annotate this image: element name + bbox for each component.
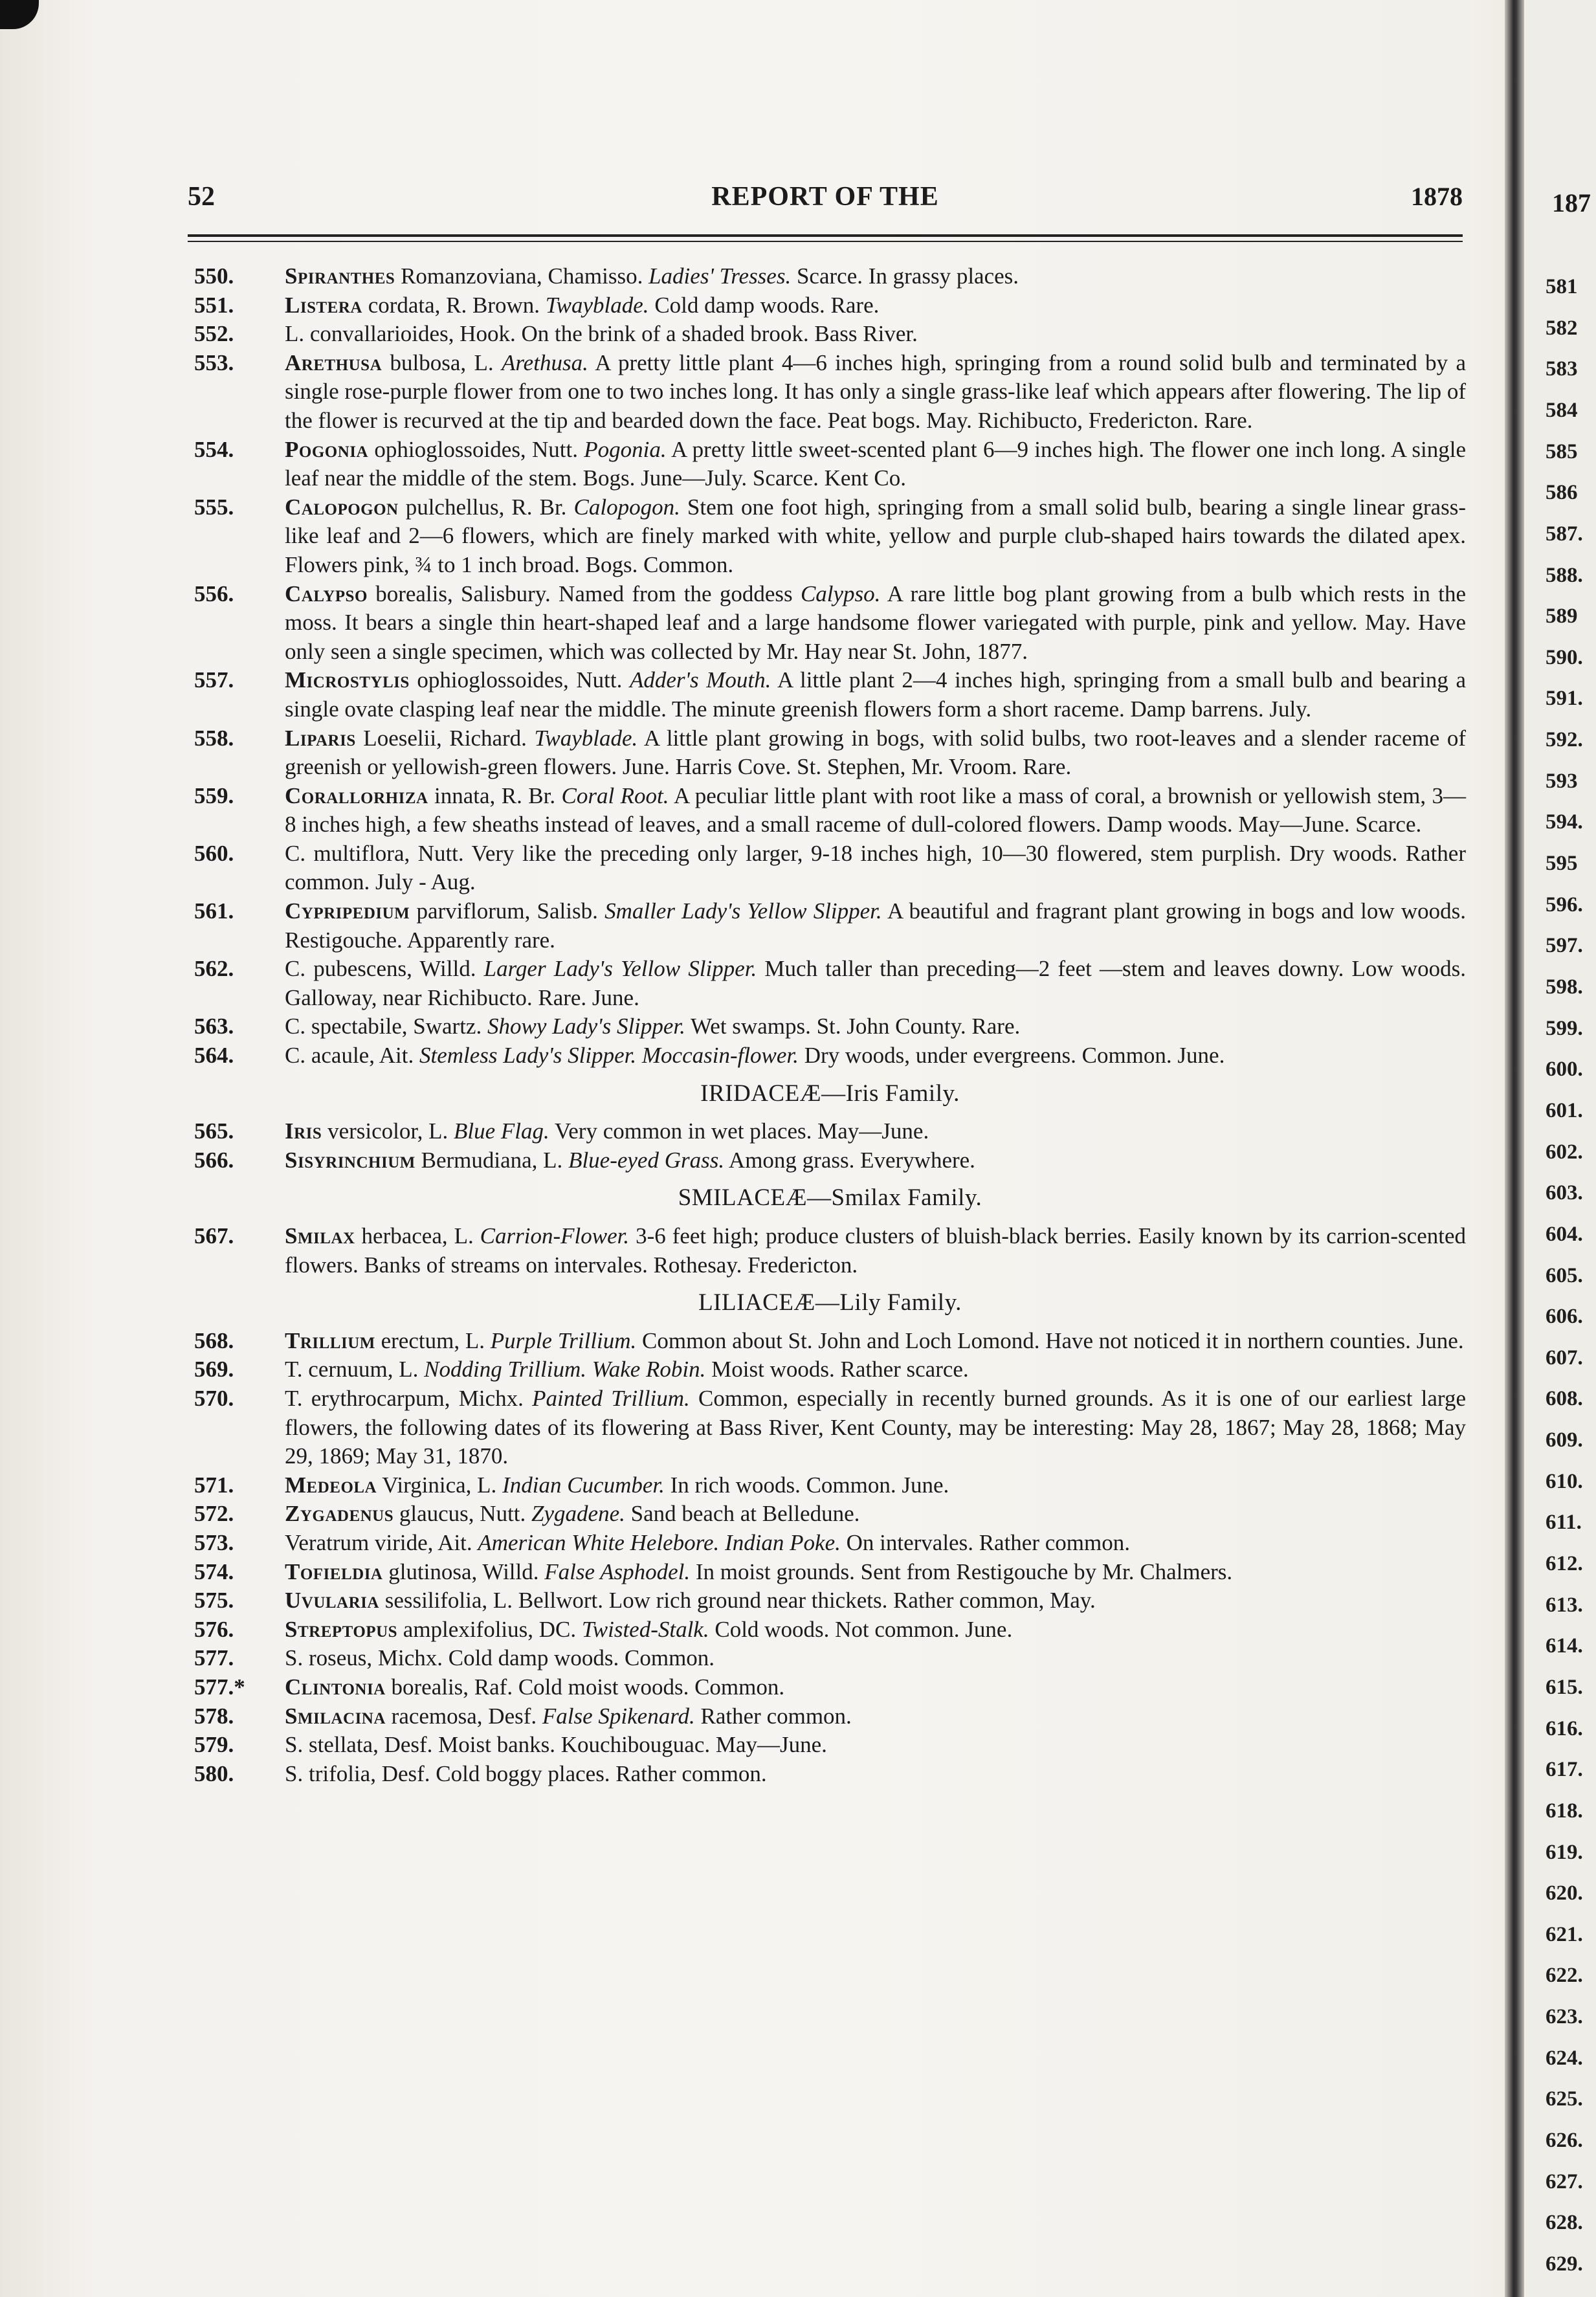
species-entry xyxy=(194,262,1466,291)
habitat-notes: A peculiar little plant with root like a mass of coral, a brownish or yellowish stem, 3—8 inches high, a few sheaths instead of leaves, and a small raceme of dull-colored flowers. Damp woods. May—June. Scarce. xyxy=(285,782,1466,838)
species-description: amplexifolius, DC. xyxy=(397,1616,582,1642)
margin-number: 597. xyxy=(1546,934,1583,958)
entry-number: 567. xyxy=(194,1223,234,1248)
species-description: glaucus, Nutt. xyxy=(393,1501,532,1527)
smilax-entries xyxy=(194,1222,1466,1280)
entry-text xyxy=(285,898,1466,953)
entry-number: 563. xyxy=(194,1014,234,1039)
habitat-notes: A pretty little sweet-scented plant 6—9 inches high. The flower one inch long. A single leaf near the middle of the stem. Bogs. June—July. Scarce. Kent Co. xyxy=(285,436,1466,491)
margin-number: 604. xyxy=(1546,1222,1583,1246)
genus-name: Trillium xyxy=(285,1327,375,1353)
genus-name: Calypso xyxy=(285,581,368,606)
entry-text xyxy=(285,437,1466,491)
entry-number: 566. xyxy=(194,1147,234,1173)
margin-number: 600. xyxy=(1546,1058,1583,1082)
entry-number: 570. xyxy=(194,1385,234,1411)
habitat-notes: In rich woods. Common. June. xyxy=(664,1472,949,1498)
habitat-notes: Rather common. xyxy=(694,1703,852,1729)
common-name: Blue Flag. xyxy=(454,1118,549,1144)
common-name: Blue-eyed Grass. xyxy=(568,1147,725,1173)
species-entry xyxy=(194,955,1466,1012)
entry-text xyxy=(285,263,1019,289)
entry-text xyxy=(285,1674,784,1700)
margin-number: 586 xyxy=(1546,481,1578,505)
species-entry xyxy=(194,1558,1466,1587)
species-description: C. acaule, Ait. xyxy=(285,1043,420,1069)
margin-number: 603. xyxy=(1546,1181,1583,1205)
genus-name: Pogonia xyxy=(285,436,369,462)
entry-text xyxy=(285,581,1466,664)
species-entry xyxy=(194,1731,1466,1760)
entry-text xyxy=(285,1703,852,1729)
entry-number: 562. xyxy=(194,956,234,982)
species-description: S. stellata, Desf. Moist banks. Kouchibouguac. May—June. xyxy=(285,1732,827,1758)
habitat-notes: Moist woods. Rather scarce. xyxy=(705,1357,969,1382)
species-entry xyxy=(194,349,1466,436)
header-year: 1878 xyxy=(1411,182,1463,211)
species-description: borealis, Salisbury. Named from the goddess xyxy=(367,581,801,606)
entry-text xyxy=(285,1223,1466,1278)
species-description: glutinosa, Willd. xyxy=(382,1559,545,1584)
species-description: racemosa, Desf. xyxy=(385,1703,542,1729)
entry-text xyxy=(285,783,1466,838)
next-page-number: 187 xyxy=(1552,188,1591,217)
species-entry xyxy=(194,291,1466,320)
species-entry xyxy=(194,493,1466,580)
species-description: C. spectabile, Swartz. xyxy=(285,1014,487,1039)
common-name: Calypso. xyxy=(800,581,881,606)
habitat-notes: Among grass. Everywhere. xyxy=(724,1147,975,1173)
habitat-notes: A little plant 2—4 inches high, springing from a small bulb and bearing a single ovate clasping leaf near the middle. The minute greenish flowers form a short raceme. Damp barrens. July. xyxy=(285,667,1466,722)
margin-number: 588. xyxy=(1546,563,1583,587)
genus-name: Zygadenus xyxy=(285,1501,394,1527)
species-entry xyxy=(194,782,1466,839)
species-description: C. pubescens, Willd. xyxy=(285,956,484,982)
genus-name: Smilax xyxy=(285,1223,355,1248)
habitat-notes: A rare little bog plant growing from a bulb which rests in the moss. It bears a single thin heart-shaped leaf and a large handsome flower variegated with purple, pink and yellow. May. Have only seen a single specimen, which was collected by Mr. Hay near St. John, 1877. xyxy=(285,581,1466,664)
genus-name: Uvularia xyxy=(285,1588,379,1614)
margin-number: 601. xyxy=(1546,1098,1583,1122)
entry-text xyxy=(285,293,879,318)
species-entry xyxy=(194,1222,1466,1280)
species-entry xyxy=(194,1529,1466,1558)
margin-number: 612. xyxy=(1546,1552,1583,1576)
species-entry xyxy=(194,724,1466,782)
entry-text xyxy=(285,1617,1012,1642)
margin-number: 628. xyxy=(1546,2211,1583,2235)
genus-name: Liparis xyxy=(285,725,356,751)
species-entry xyxy=(194,1146,1466,1175)
species-entry xyxy=(194,1702,1466,1731)
margin-number: 583 xyxy=(1546,357,1578,381)
margin-number: 590. xyxy=(1546,645,1583,669)
entry-number: 576. xyxy=(194,1616,234,1642)
species-description: Bermudiana, L. xyxy=(415,1147,569,1173)
species-description: innata, R. Br. xyxy=(428,782,562,808)
entry-number: 558. xyxy=(194,725,234,751)
species-list xyxy=(194,262,1466,1788)
species-entry xyxy=(194,1673,1466,1702)
species-description: ophioglossoides, Nutt. xyxy=(409,667,630,693)
margin-number: 589 xyxy=(1546,605,1578,628)
margin-number: 616. xyxy=(1546,1716,1583,1740)
entry-number: 551. xyxy=(194,292,234,318)
entry-number: 568. xyxy=(194,1327,234,1353)
margin-number: 606. xyxy=(1546,1305,1583,1329)
genus-name: Medeola xyxy=(285,1472,377,1498)
species-entry xyxy=(194,1012,1466,1041)
common-name: Arethusa. xyxy=(501,350,588,375)
genus-name: Arethusa xyxy=(285,350,382,375)
entry-number: 559. xyxy=(194,782,234,808)
margin-number: 617. xyxy=(1546,1758,1583,1782)
species-entry xyxy=(194,839,1466,897)
species-description: borealis, Raf. Cold moist woods. Common. xyxy=(385,1674,785,1700)
common-name: Purple Trillium. xyxy=(490,1327,637,1353)
genus-name: Tofieldia xyxy=(285,1559,383,1584)
habitat-notes: Sand beach at Belledune. xyxy=(625,1501,860,1527)
common-name: Zygadene. xyxy=(531,1501,625,1527)
margin-number: 613. xyxy=(1546,1593,1583,1617)
margin-number: 607. xyxy=(1546,1346,1583,1370)
species-description: C. multiflora, Nutt. Very like the preceding only larger, 9-18 inches high, 10—30 flowered, stem purplish. Dry woods. Rather common. July - Aug. xyxy=(285,840,1466,895)
family-heading-lily: LILIACEÆ—Lily Family. xyxy=(698,1289,962,1316)
margin-number: 621. xyxy=(1546,1922,1583,1946)
species-description: T. erythrocarpum, Michx. xyxy=(285,1385,533,1411)
margin-number: 615. xyxy=(1546,1675,1583,1699)
genus-name: Streptopus xyxy=(285,1616,398,1642)
page-header xyxy=(188,181,1463,220)
entry-number: 572. xyxy=(194,1501,234,1527)
margin-number: 626. xyxy=(1546,2129,1583,2153)
species-description: herbacea, L. xyxy=(355,1223,480,1248)
habitat-notes: Wet swamps. St. John County. Rare. xyxy=(685,1014,1021,1039)
entry-number: 564. xyxy=(194,1043,234,1069)
species-entry xyxy=(194,1586,1466,1615)
entry-text xyxy=(285,1761,767,1786)
margin-number: 584 xyxy=(1546,398,1578,422)
genus-name: Smilacina xyxy=(285,1703,386,1729)
common-name: Ladies' Tresses. xyxy=(648,263,792,289)
common-name: Coral Root. xyxy=(561,782,669,808)
common-name: Twayblade. xyxy=(534,725,638,751)
entry-number: 554. xyxy=(194,436,234,462)
entry-text xyxy=(285,956,1466,1010)
margin-number: 608. xyxy=(1546,1387,1583,1411)
common-name: Showy Lady's Slipper. xyxy=(487,1014,685,1039)
entry-number: 579. xyxy=(194,1732,234,1758)
margin-number: 587. xyxy=(1546,522,1583,546)
common-name: Nodding Trillium. Wake Robin. xyxy=(424,1357,706,1382)
entry-text xyxy=(285,494,1466,577)
species-entry xyxy=(194,1041,1466,1071)
common-name: Pogonia. xyxy=(584,436,667,462)
common-name: Twisted-Stalk. xyxy=(581,1616,709,1642)
species-description: versicolor, L. xyxy=(322,1118,454,1144)
species-description: S. trifolia, Desf. Cold boggy places. Rather common. xyxy=(285,1760,767,1786)
common-name: American White Helebore. Indian Poke. xyxy=(478,1529,841,1555)
entry-text xyxy=(285,726,1466,780)
margin-number: 592. xyxy=(1546,728,1583,752)
common-name: Painted Trillium. xyxy=(532,1385,690,1411)
header-rule-thick xyxy=(188,234,1463,237)
species-description: pulchellus, R. Br. xyxy=(398,494,574,520)
entry-number: 575. xyxy=(194,1588,234,1614)
entry-text xyxy=(285,1501,859,1526)
margin-number: 585 xyxy=(1546,439,1578,463)
species-entry xyxy=(194,320,1466,349)
species-entry xyxy=(194,897,1466,955)
entry-number: 557. xyxy=(194,667,234,693)
entry-number: 569. xyxy=(194,1357,234,1382)
entry-number: 573. xyxy=(194,1529,234,1555)
species-description: parviflorum, Salisb. xyxy=(410,898,605,924)
genus-name: Calopogon xyxy=(285,494,399,520)
species-entry xyxy=(194,1500,1466,1529)
margin-number: 611. xyxy=(1546,1511,1582,1535)
species-description: ophioglossoides, Nutt. xyxy=(368,436,584,462)
species-description: Romanzoviana, Chamisso. xyxy=(395,263,649,289)
habitat-notes: A beautiful and fragrant plant growing in bogs and low woods. Restigouche. Apparently rare. xyxy=(285,898,1466,953)
entry-text xyxy=(285,1328,1464,1353)
species-entry xyxy=(194,1760,1466,1789)
margin-number: 629. xyxy=(1546,2252,1583,2276)
entry-number: 578. xyxy=(194,1703,234,1729)
habitat-notes: Common, especially in recently burned grounds. As it is one of our earliest large flowers, the following dates of its flowering at Bass River, Kent County, may be interesting: May 28, 1867; May 28, 1868; May 29, 1869; May 31, 1870. xyxy=(285,1385,1466,1469)
common-name: Carrion-Flower. xyxy=(480,1223,630,1248)
book-binding-gutter xyxy=(1505,0,1524,2297)
genus-name: Spiranthes xyxy=(285,263,395,289)
entry-text xyxy=(285,1472,949,1498)
margin-number: 591. xyxy=(1546,687,1583,711)
common-name: Twayblade. xyxy=(545,292,649,318)
entry-text xyxy=(285,1559,1232,1584)
common-name: Larger Lady's Yellow Slipper. xyxy=(483,956,757,982)
species-entry xyxy=(194,666,1466,724)
margin-number: 582 xyxy=(1546,316,1578,340)
margin-number: 618. xyxy=(1546,1799,1583,1823)
species-entry xyxy=(194,1117,1466,1146)
entry-number: 565. xyxy=(194,1118,234,1144)
entry-text xyxy=(285,1014,1020,1039)
entry-text xyxy=(285,321,918,346)
family-heading-smilax: SMILACEÆ—Smilax Family. xyxy=(678,1184,982,1212)
margin-number: 605. xyxy=(1546,1263,1583,1287)
species-entry xyxy=(194,436,1466,493)
habitat-notes: On intervales. Rather common. xyxy=(840,1529,1130,1555)
entry-number: 574. xyxy=(194,1559,234,1584)
genus-name: Clintonia xyxy=(285,1674,386,1700)
entry-text xyxy=(285,667,1466,722)
margin-number: 599. xyxy=(1546,1016,1583,1040)
species-entry xyxy=(194,580,1466,667)
margin-number: 627. xyxy=(1546,2169,1583,2193)
family-heading-iris: IRIDACEÆ—Iris Family. xyxy=(700,1080,960,1107)
genus-name: Sisyrinchium xyxy=(285,1147,416,1173)
page-number: 52 xyxy=(188,182,215,212)
entry-text xyxy=(285,1645,715,1670)
species-description: sessilifolia, L. Bellwort. Low rich ground near thickets. Rather common, May. xyxy=(379,1588,1096,1614)
species-description: L. convallarioides, Hook. On the brink of a shaded brook. Bass River. xyxy=(285,321,918,347)
species-entry xyxy=(194,1471,1466,1500)
entry-text xyxy=(285,1148,975,1173)
habitat-notes: Very common in wet places. May—June. xyxy=(549,1118,929,1144)
margin-number: 595 xyxy=(1546,852,1578,876)
species-description: cordata, R. Brown. xyxy=(362,292,546,318)
entry-number: 577. xyxy=(194,1645,234,1671)
habitat-notes: Dry woods, under evergreens. Common. June. xyxy=(798,1043,1225,1069)
margin-number: 614. xyxy=(1546,1634,1583,1658)
margin-number: 596. xyxy=(1546,893,1583,916)
common-name: False Asphodel. xyxy=(544,1559,691,1584)
entry-number: 560. xyxy=(194,840,234,866)
habitat-notes: Cold woods. Not common. June. xyxy=(709,1616,1013,1642)
species-description: T. cernuum, L. xyxy=(285,1357,425,1382)
species-entry xyxy=(194,1644,1466,1673)
genus-name: Iris xyxy=(285,1118,322,1144)
margin-number: 624. xyxy=(1546,2046,1583,2070)
entry-text xyxy=(285,1588,1096,1613)
entry-number: 552. xyxy=(194,321,234,347)
habitat-notes: 3-6 feet high; produce clusters of bluish-black berries. Easily known by its carrion-scented flowers. Banks of streams on intervales. Rothesay. Fredericton. xyxy=(285,1223,1466,1278)
running-title: REPORT OF THE xyxy=(711,182,939,212)
species-description: Virginica, L. xyxy=(377,1472,503,1498)
margin-number: 620. xyxy=(1546,1881,1583,1905)
margin-number: 609. xyxy=(1546,1428,1583,1452)
habitat-notes: Scarce. In grassy places. xyxy=(791,263,1019,289)
orchid-entries xyxy=(194,262,1466,1071)
species-description: Veratrum viride, Ait. xyxy=(285,1529,478,1555)
habitat-notes: In moist grounds. Sent from Restigouche by Mr. Chalmers. xyxy=(690,1559,1233,1584)
entry-text xyxy=(285,1357,969,1382)
genus-name: Microstylis xyxy=(285,667,410,693)
entry-text xyxy=(285,841,1466,895)
species-entry xyxy=(194,1355,1466,1384)
species-entry xyxy=(194,1327,1466,1356)
common-name: Indian Cucumber. xyxy=(502,1472,665,1498)
margin-number: 598. xyxy=(1546,975,1583,999)
habitat-notes: A little plant growing in bogs, with solid bulbs, two root-leaves and a slender raceme of greenish or yellowish-green flowers. June. Harris Cove. St. Stephen, Mr. Vroom. Rare. xyxy=(285,725,1466,780)
species-description: erectum, L. xyxy=(375,1327,491,1353)
common-name: Smaller Lady's Yellow Slipper. xyxy=(604,898,882,924)
habitat-notes: Much taller than preceding—2 feet —stem and leaves downy. Low woods. Galloway, near Richibucto. Rare. June. xyxy=(285,956,1466,1010)
habitat-notes: Common about St. John and Loch Lomond. Have not noticed it in northern counties. June. xyxy=(636,1327,1464,1353)
margin-number: 625. xyxy=(1546,2087,1583,2111)
iris-entries xyxy=(194,1117,1466,1175)
common-name: Stemless Lady's Slipper. Moccasin-flower. xyxy=(419,1043,799,1069)
species-entry xyxy=(194,1384,1466,1471)
habitat-notes: Cold damp woods. Rare. xyxy=(648,292,880,318)
margin-number: 610. xyxy=(1546,1469,1583,1493)
margin-number: 594. xyxy=(1546,810,1583,834)
entry-number: 553. xyxy=(194,350,234,375)
entry-number: 571. xyxy=(194,1472,234,1498)
margin-number: 602. xyxy=(1546,1140,1583,1164)
margin-number: 622. xyxy=(1546,1964,1583,1988)
entry-text xyxy=(285,350,1466,433)
common-name: Calopogon. xyxy=(573,494,680,520)
genus-name: Listera xyxy=(285,292,362,318)
entry-number: 556. xyxy=(194,581,234,606)
genus-name: Corallorhiza xyxy=(285,782,428,808)
species-entry xyxy=(194,1615,1466,1645)
header-rule-thin xyxy=(188,241,1463,242)
entry-number: 580. xyxy=(194,1760,234,1786)
margin-number: 593 xyxy=(1546,769,1578,793)
entry-number: 561. xyxy=(194,898,234,924)
entry-text xyxy=(285,1732,827,1757)
entry-text xyxy=(285,1043,1225,1068)
common-name: False Spikenard. xyxy=(542,1703,695,1729)
lily-entries xyxy=(194,1327,1466,1789)
entry-number: 577.* xyxy=(194,1674,245,1700)
margin-number: 581 xyxy=(1546,275,1578,298)
common-name: Adder's Mouth. xyxy=(629,667,771,693)
entry-text xyxy=(285,1530,1130,1555)
margin-number: 619. xyxy=(1546,1840,1583,1864)
species-description: bulbosa, L. xyxy=(382,350,502,375)
genus-name: Cypripedium xyxy=(285,898,410,924)
habitat-notes: Stem one foot high, springing from a small solid bulb, bearing a single linear grass-like leaf and 2—6 flowers, which are finely marked with white, yellow and purple club-shaped hairs towards the dilated apex. Flowers pink, ¾ to 1 inch broad. Bogs. Common. xyxy=(285,494,1466,577)
entry-text xyxy=(285,1386,1466,1469)
habitat-notes: A pretty little plant 4—6 inches high, springing from a round solid bulb and terminated by a single rose-purple flower from one to two inches long. It has only a single grass-like leaf which appears after flowering. The lip of the flower is recurved at the tip and bearded down the face. Peat bogs. May. Richibucto, Fredericton. Rare. xyxy=(285,350,1466,433)
species-description: S. roseus, Michx. Cold damp woods. Common. xyxy=(285,1645,715,1671)
entry-text xyxy=(285,1118,929,1144)
species-description: Loeselii, Richard. xyxy=(355,725,535,751)
entry-number: 555. xyxy=(194,494,234,520)
entry-number: 550. xyxy=(194,263,234,289)
margin-number: 623. xyxy=(1546,2005,1583,2029)
